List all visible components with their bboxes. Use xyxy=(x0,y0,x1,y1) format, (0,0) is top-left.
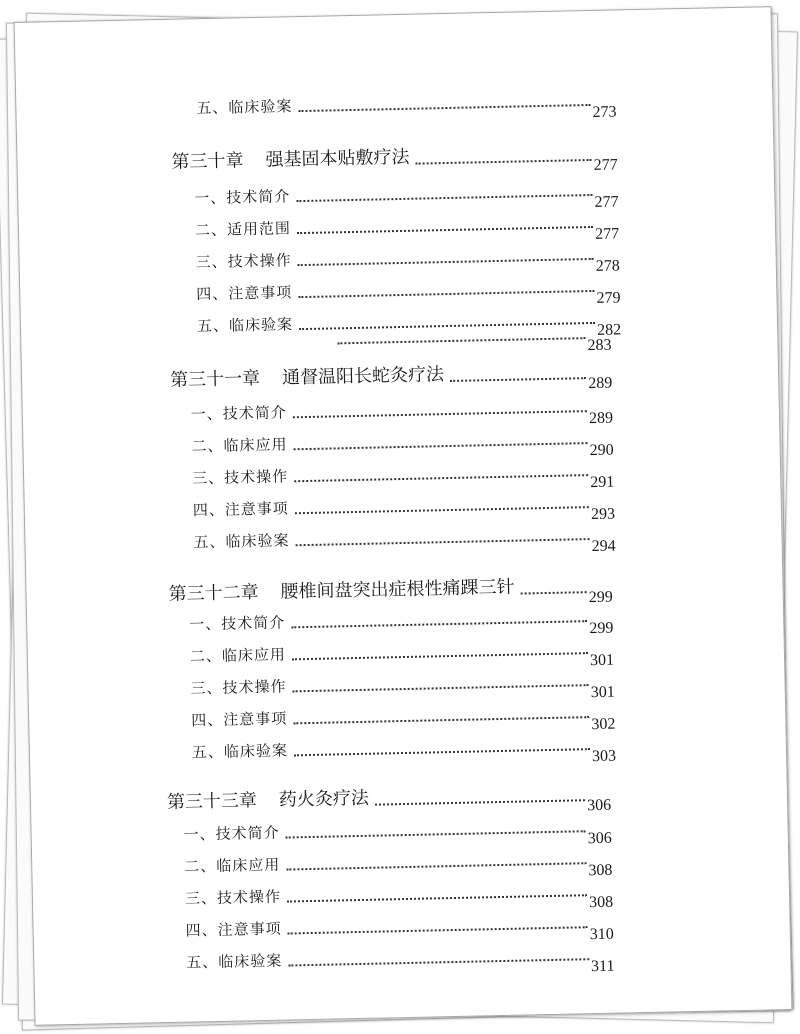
toc-entry xyxy=(186,943,615,976)
toc-entry-label: 四、注意事项 xyxy=(196,283,293,304)
chapter-title: 腰椎间盘突出症根性痛踝三针 xyxy=(280,576,515,603)
dot-leader xyxy=(298,258,594,266)
dot-leader xyxy=(337,337,585,344)
dot-leader xyxy=(292,652,588,660)
toc-entry-label: 三、技术操作 xyxy=(190,677,287,698)
toc-entry-page: 289 xyxy=(588,409,614,428)
toc-entry-page: 293 xyxy=(590,505,616,524)
dot-leader xyxy=(298,104,590,112)
toc-entry xyxy=(191,427,614,460)
toc-entry xyxy=(183,815,612,848)
toc-entry xyxy=(191,701,616,734)
toc-entry-label: 三、技术操作 xyxy=(184,887,282,908)
chapter-title: 通督温阳长蛇灸疗法 xyxy=(281,364,445,389)
toc-entry-label: 二、临床应用 xyxy=(191,435,288,456)
toc-entry-label: 四、注意事项 xyxy=(192,499,290,520)
toc-entry-page: 303 xyxy=(591,747,617,766)
toc-entry xyxy=(191,459,615,492)
toc-entry-page: 277 xyxy=(594,193,619,211)
toc-entry-label: 五、临床验案 xyxy=(186,951,283,972)
toc-entry-page: 299 xyxy=(589,619,614,638)
dot-leader xyxy=(293,684,589,692)
toc-entry-page: 277 xyxy=(593,156,618,174)
dot-leader xyxy=(450,377,586,382)
dot-leader xyxy=(521,591,587,594)
toc-entry xyxy=(184,879,614,912)
toc-entry xyxy=(190,395,614,428)
toc-entry-page: 308 xyxy=(588,861,613,880)
dot-leader xyxy=(293,716,589,724)
toc-entry-label: 一、技术简介 xyxy=(190,403,288,424)
toc-entry-page: 311 xyxy=(590,957,615,976)
dot-leader xyxy=(291,620,587,628)
dot-leader xyxy=(295,506,589,514)
toc-entry-label: 二、临床应用 xyxy=(184,855,281,876)
chapter-number: 第三十三章 xyxy=(166,790,258,814)
toc-entry-page: 299 xyxy=(588,588,613,607)
toc-entry-label: 二、适用范围 xyxy=(194,219,292,240)
toc-entry xyxy=(185,911,614,944)
toc-entry-page: 310 xyxy=(589,925,614,944)
dot-leader xyxy=(375,799,585,805)
toc-entry-label: 一、技术简介 xyxy=(189,613,286,634)
toc-entry-page: 306 xyxy=(586,796,612,815)
toc-entry-page: 278 xyxy=(595,257,620,275)
toc-entry xyxy=(190,669,615,702)
dot-leader xyxy=(293,410,587,418)
toc-entry-page: 301 xyxy=(589,651,615,670)
toc-entry-page: 301 xyxy=(590,683,615,702)
toc-entry-label: 五、临床验案 xyxy=(196,97,293,118)
chapter-title: 药火灸疗法 xyxy=(278,787,370,811)
dot-leader xyxy=(286,862,586,870)
toc-entry-page: 294 xyxy=(591,537,616,556)
chapter-number: 第三十章 xyxy=(171,150,244,173)
toc-entry-page: 289 xyxy=(588,374,613,393)
chapter-number: 第三十一章 xyxy=(169,367,261,391)
toc-entry xyxy=(191,733,617,766)
toc-entry xyxy=(189,637,615,670)
dot-leader xyxy=(294,474,588,482)
toc-entry-label: 五、临床验案 xyxy=(193,531,290,552)
toc-entry-page: 277 xyxy=(594,225,620,243)
dot-leader xyxy=(294,442,588,450)
dot-leader xyxy=(287,894,587,902)
table-of-contents xyxy=(15,7,792,1025)
toc-entry xyxy=(196,88,617,121)
toc-entry-page: 291 xyxy=(590,473,615,492)
toc-entry-label: 一、技术简介 xyxy=(194,187,291,208)
toc-entry-page: 306 xyxy=(587,829,612,848)
toc-entry-page: 279 xyxy=(596,289,621,307)
dot-leader xyxy=(296,194,592,202)
toc-entry-page: 290 xyxy=(589,441,614,460)
toc-entry-label: 三、技术操作 xyxy=(195,251,292,272)
toc-entry xyxy=(195,242,620,275)
toc-entry xyxy=(189,605,614,638)
toc-entry-page: 282 xyxy=(596,321,622,339)
dot-leader xyxy=(294,748,590,756)
toc-entry-page: 308 xyxy=(588,893,614,912)
chapter-title: 强基固本贴敷疗法 xyxy=(265,146,410,171)
toc-chapter xyxy=(168,571,612,606)
toc-entry xyxy=(192,491,616,524)
toc-entry-page: 302 xyxy=(591,715,616,734)
dot-leader xyxy=(286,830,586,838)
toc-entry xyxy=(184,847,613,880)
toc-chapter xyxy=(170,357,612,392)
toc-entry-page: 283 xyxy=(587,336,612,355)
toc-entry xyxy=(196,274,621,307)
toc-entry-label: 二、临床应用 xyxy=(189,645,287,666)
toc-entry-label: 一、技术简介 xyxy=(183,823,280,844)
toc-page xyxy=(14,6,793,1026)
toc-entry xyxy=(194,210,620,243)
dot-leader xyxy=(297,226,593,234)
dot-leader xyxy=(298,290,594,298)
toc-entry-page: 273 xyxy=(592,103,617,121)
dot-leader xyxy=(288,926,588,934)
toc-entry-label: 三、技术操作 xyxy=(191,467,289,488)
toc-entry xyxy=(193,523,616,556)
toc-entry-label: 四、注意事项 xyxy=(185,919,282,940)
toc-chapter xyxy=(167,779,611,814)
toc-entry-label: 五、临床验案 xyxy=(191,741,289,762)
dot-leader xyxy=(288,958,589,966)
toc-entry-label: 五、临床验案 xyxy=(196,315,294,336)
toc-chapter xyxy=(171,138,617,173)
dot-leader xyxy=(296,538,590,546)
toc-entry-label: 四、注意事项 xyxy=(191,709,288,730)
chapter-number: 第三十二章 xyxy=(168,582,259,605)
toc-entry xyxy=(194,178,619,211)
dot-leader xyxy=(416,159,592,165)
